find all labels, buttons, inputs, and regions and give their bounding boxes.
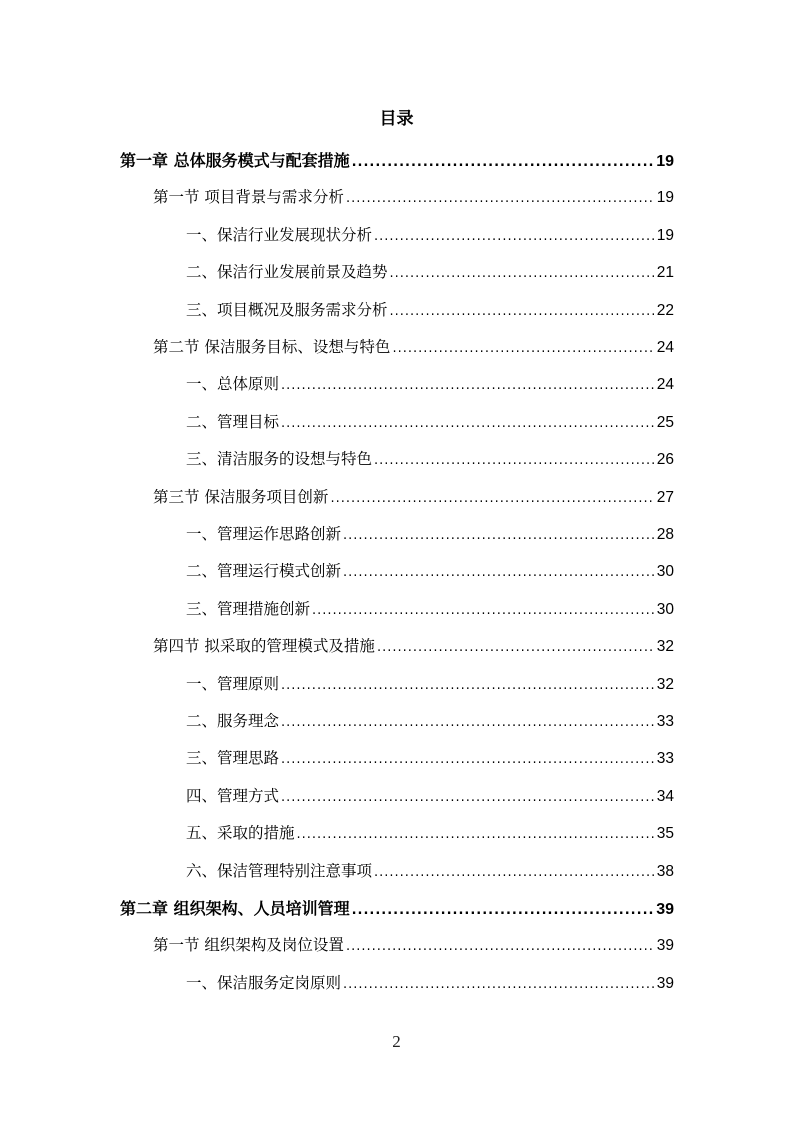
toc-entry-page: 28 [656, 526, 674, 543]
toc-entry-label: 二、管理运行模式创新 [186, 562, 342, 581]
toc-entry-label: 三、项目概况及服务需求分析 [186, 300, 388, 319]
toc-entry-subsection[interactable] [186, 709, 674, 731]
toc-entry-subsection[interactable] [186, 971, 674, 993]
toc-entry-subsection[interactable] [186, 559, 674, 581]
toc-entry-subsection[interactable] [186, 223, 674, 245]
toc-entry-page: 39 [656, 937, 674, 955]
dot-leader [346, 939, 655, 954]
toc-entry-label: 第一章 总体服务模式与配套措施 [120, 151, 350, 170]
toc-entry-page: 32 [656, 675, 674, 693]
toc-entry-page: 21 [656, 264, 674, 282]
dot-leader [343, 528, 655, 543]
dot-leader [343, 977, 655, 992]
toc-entry-page: 39 [656, 974, 674, 992]
dot-leader [281, 752, 655, 767]
toc-entry-page: 30 [656, 563, 674, 581]
toc-entry-page: 34 [656, 787, 674, 805]
toc-entry-page: 35 [656, 825, 674, 843]
toc-entry-page: 19 [656, 153, 674, 170]
page-number: 2 [392, 1032, 401, 1051]
toc-entry-label: 一、总体原则 [186, 375, 280, 394]
toc-entry-page: 26 [656, 451, 674, 469]
dot-leader [343, 565, 655, 580]
toc-entry-label: 第一节 组织架构及岗位设置 [153, 936, 344, 955]
toc-entry-label: 二、管理目标 [186, 412, 280, 431]
dot-leader [281, 678, 655, 693]
dot-leader [374, 229, 655, 244]
toc-entry-page: 30 [656, 600, 674, 618]
toc-entry-page: 25 [656, 413, 674, 431]
toc-entry-subsection[interactable] [186, 298, 674, 320]
toc-entry-label: 三、管理措施创新 [186, 599, 311, 618]
dot-leader [374, 865, 655, 880]
toc-entry-subsection[interactable] [186, 597, 674, 619]
dot-leader [392, 341, 654, 356]
toc-entry-label: 五、采取的措施 [186, 824, 295, 843]
toc-entry-label: 第四节 拟采取的管理模式及措施 [153, 637, 375, 656]
toc-entry-label: 一、管理原则 [186, 674, 280, 693]
dot-leader [330, 491, 654, 506]
dot-leader [374, 453, 655, 468]
dot-leader [377, 640, 655, 655]
toc-entry-subsection[interactable] [186, 522, 674, 544]
toc-entry-label: 三、管理思路 [186, 749, 280, 768]
dot-leader [346, 191, 655, 206]
toc-entry-label: 三、清洁服务的设想与特色 [186, 450, 373, 469]
dot-leader [352, 155, 655, 170]
toc-entry-subsection[interactable] [186, 372, 674, 394]
toc-entry-label: 一、保洁行业发展现状分析 [186, 225, 373, 244]
dot-leader [312, 603, 655, 618]
toc-entry-page: 27 [656, 488, 674, 506]
toc-entry-label: 四、管理方式 [186, 786, 280, 805]
dot-leader [297, 827, 655, 842]
dot-leader [281, 416, 655, 431]
toc-entry-subsection[interactable] [186, 447, 674, 469]
toc-entry-subsection[interactable] [186, 260, 674, 282]
toc-entry-page: 24 [656, 339, 674, 356]
toc-entry-page: 32 [656, 638, 674, 656]
toc-entry-label: 二、保洁行业发展前景及趋势 [186, 263, 388, 282]
toc-title: 目录 [379, 109, 414, 129]
toc-entry-label: 一、保洁服务定岗原则 [186, 973, 342, 992]
toc-entry-section[interactable] [153, 933, 674, 955]
toc-entry-subsection[interactable] [186, 746, 674, 768]
toc-entry-page: 19 [656, 189, 674, 207]
toc-entry-subsection[interactable] [186, 672, 674, 694]
dot-leader [281, 378, 655, 393]
toc-entry-subsection[interactable] [186, 859, 674, 881]
toc-entry-label: 六、保洁管理特别注意事项 [186, 861, 373, 880]
dot-leader [352, 903, 655, 918]
toc-entry-page: 22 [656, 301, 674, 319]
toc-entry-subsection[interactable] [186, 784, 674, 806]
toc-entry-page: 24 [656, 376, 674, 394]
toc-entry-subsection[interactable] [186, 821, 674, 843]
toc-entry-section[interactable] [153, 335, 674, 357]
toc-entry-page: 38 [656, 862, 674, 880]
dot-leader [281, 790, 655, 805]
toc-entry-label: 第二章 组织架构、人员培训管理 [120, 899, 350, 918]
toc-entry-label: 二、服务理念 [186, 712, 280, 730]
toc-entry-page: 33 [656, 713, 674, 730]
toc-entry-chapter[interactable] [120, 148, 674, 170]
toc-entry-page: 39 [656, 901, 674, 918]
toc-entry-page: 33 [656, 750, 674, 768]
toc-entry-label: 第一节 项目背景与需求分析 [153, 188, 344, 207]
toc-entry-label: 第三节 保洁服务项目创新 [153, 487, 329, 506]
dot-leader [281, 715, 655, 730]
dot-leader [390, 304, 655, 319]
toc-entry-subsection[interactable] [186, 410, 674, 432]
toc-entry-section[interactable] [153, 634, 674, 656]
toc-entry-page: 19 [656, 226, 674, 244]
toc-entry-label: 第二节 保洁服务目标、设想与特色 [153, 338, 391, 356]
dot-leader [390, 266, 655, 281]
toc-entry-section[interactable] [153, 485, 674, 507]
toc-entry-section[interactable] [153, 185, 674, 207]
toc-entry-chapter[interactable] [120, 896, 674, 918]
toc-entry-label: 一、管理运作思路创新 [186, 525, 342, 543]
